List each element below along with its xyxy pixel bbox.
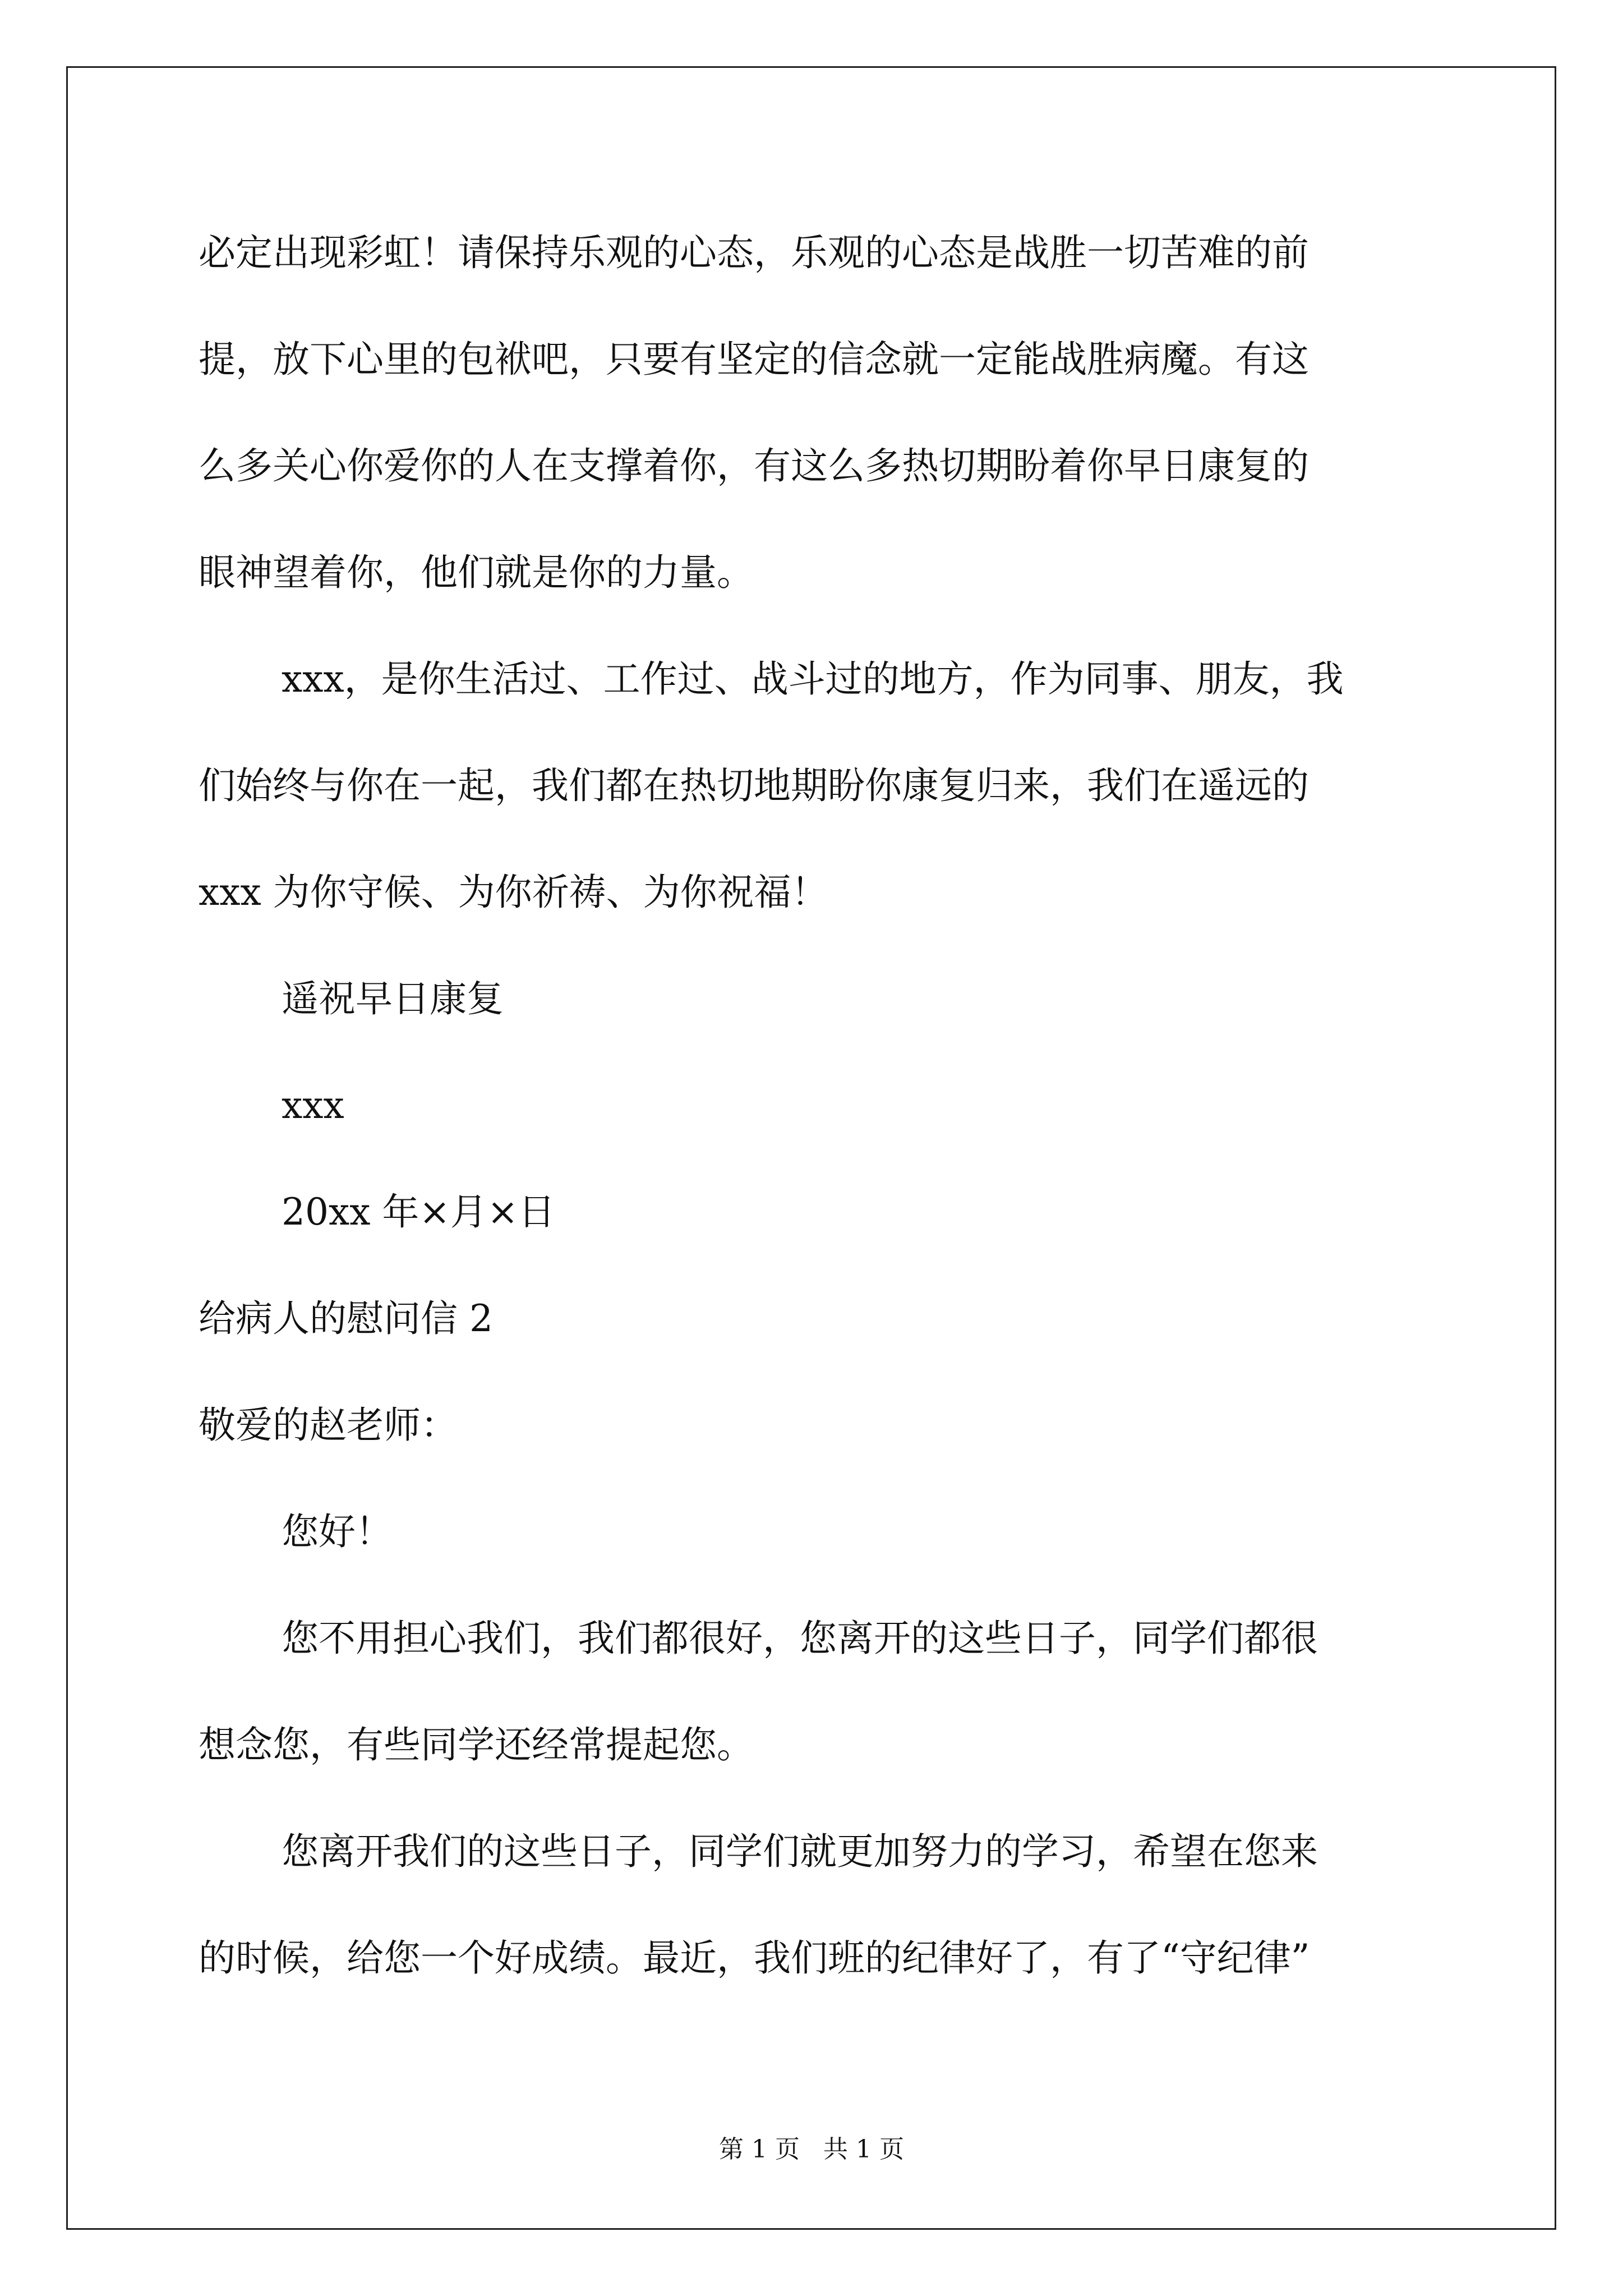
date-line: 20xx 年×月×日: [282, 1190, 556, 1234]
salutation: 敬爱的赵老师：: [199, 1404, 458, 1447]
body-line: 提，放下心里的包袱吧，只要有坚定的信念就一定能战胜病魔。有这: [199, 338, 1309, 381]
page-border: [66, 66, 1556, 2230]
body-line: 想念您，有些同学还经常提起您。: [199, 1723, 754, 1766]
greeting: 您好！: [282, 1510, 393, 1553]
body-line: 您离开我们的这些日子，同学们就更加努力的学习，希望在您来: [282, 1830, 1318, 1873]
section-title: 给病人的慰问信 2: [199, 1297, 493, 1340]
body-line: 的时候，给您一个好成绩。最近，我们班的纪律好了，有了“守纪律”: [199, 1936, 1310, 1980]
body-line: 眼神望着你，他们就是你的力量。: [199, 551, 754, 594]
body-line: xxx 为你守候、为你祈祷、为你祝福！: [199, 871, 828, 914]
body-line: 您不用担心我们，我们都很好，您离开的这些日子，同学们都很: [282, 1617, 1318, 1660]
signature: xxx: [282, 1084, 344, 1127]
body-line: xxx，是你生活过、工作过、战斗过的地方，作为同事、朋友，我: [282, 657, 1344, 701]
body-line: 们始终与你在一起，我们都在热切地期盼你康复归来，我们在遥远的: [199, 764, 1309, 807]
body-line: 必定出现彩虹！请保持乐观的心态，乐观的心态是战胜一切苦难的前: [199, 231, 1309, 274]
closing-wish: 遥祝早日康复: [282, 977, 504, 1020]
page-footer: 第 1 页 共 1 页: [719, 2135, 904, 2164]
body-line: 么多关心你爱你的人在支撑着你，有这么多热切期盼着你早日康复的: [199, 444, 1309, 487]
